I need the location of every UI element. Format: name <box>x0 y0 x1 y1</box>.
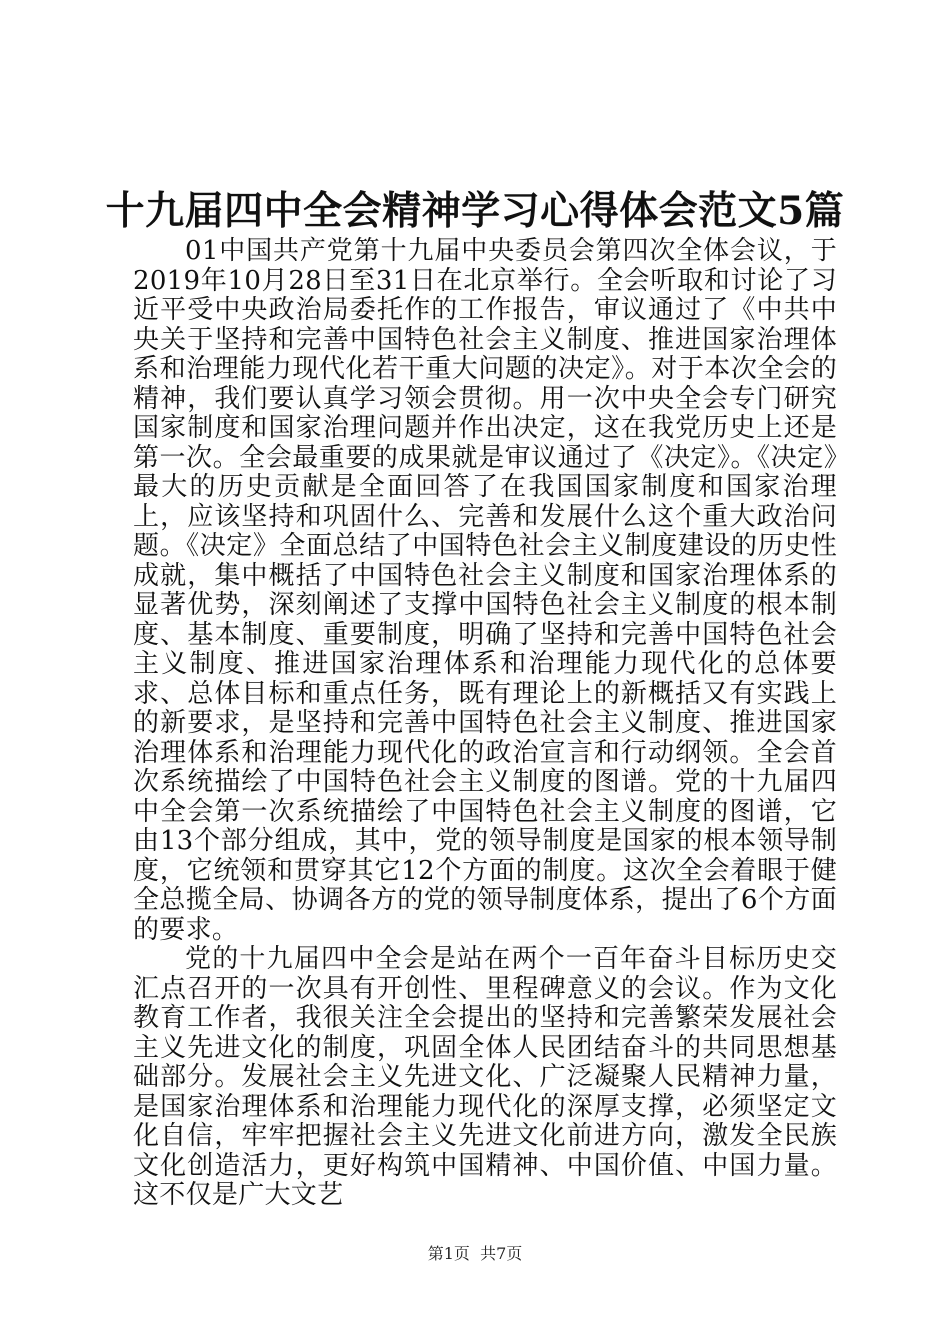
document-body <box>133 237 837 1211</box>
footer-gap <box>470 1244 480 1263</box>
paragraph-1: 01中国共产党第十九届中央委员会第四次全体会议，于2019年10月28日至31日在北京举行。全会听取和讨论了习近平受中央政治局委托作的工作报告，审议通过了《中共中央关于坚持和完善中国特色社会主义制度、推进国家治理体系和治理能力现代化若干重大问题的决定》。对于本次全会的精神，我们要认真学习领会贯彻。用一次中央全会专门研究国家制度和国家治理问题并作出决定，这在我党历史上还是第一次。全会最重要的成果就是审议通过了《决定》。《决定》最大的历史贡献是全面回答了在我国国家制度和国家治理上，应该坚持和巩固什么、完善和发展什么这个重大政治问题。《决定》全面总结了中国特色社会主义制度建设的历史性成就，集中概括了中国特色社会主义制度和国家治理体系的显著优势，深刻阐述了支撑中国特色社会主义制度的根本制度、基本制度、重要制度，明确了坚持和完善中国特色社会主义制度、推进国家治理体系和治理能力现代化的总体要求、总体目标和重点任务，既有理论上的新概括又有实践上的新要求，是坚持和完善中国特色社会主义制度、推进国家治理体系和治理能力现代化的政治宣言和行动纲领。全会首次系统描绘了中国特色社会主义制度的图谱。党的十九届四中全会第一次系统描绘了中国特色社会主义制度的图谱，它由13个部分组成，其中，党的领导制度是国家的根本领导制度，它统领和贯穿其它12个方面的制度。这次全会着眼于健全总揽全局、协调各方的党的领导制度体系，提出了6个方面的要求。 <box>133 236 837 945</box>
page-number: 第1页 <box>427 1244 470 1263</box>
paragraph-2: 党的十九届四中全会是站在两个一百年奋斗目标历史交汇点召开的一次具有开创性、里程碑意义的会议。作为文化教育工作者，我很关注全会提出的坚持和完善繁荣发展社会主义先进文化的制度，巩固全体人民团结奋斗的共同思想基础部分。发展社会主义先进文化、广泛凝聚人民精神力量，是国家治理体系和治理能力现代化的深厚支撑，必须坚定文化自信，牢牢把握社会主义先进文化前进方向，激发全民族文化创造活力，更好构筑中国精神、中国价值、中国力量。这不仅是广大文艺 <box>133 944 837 1210</box>
page-title: 十九届四中全会精神学习心得体会范文5篇 <box>105 188 845 234</box>
page-total: 共7页 <box>480 1244 523 1263</box>
page-footer <box>0 1244 950 1264</box>
